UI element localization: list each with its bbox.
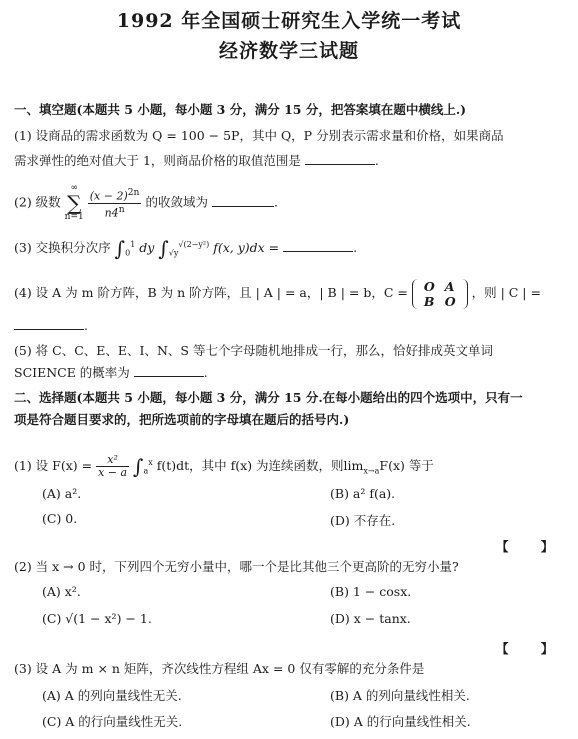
int1-lower: 0 (125, 248, 131, 258)
s2-q2-text: (2) 当 x → 0 时，下列四个无穷小量中，哪一个是比其他三个更高阶的无穷小量? (14, 559, 459, 574)
s1-q4-suffix: ，则 | C | = (471, 285, 541, 300)
integral-icon: ∫ (158, 236, 169, 261)
option-d[interactable]: (D) A 的行向量线性相关. (330, 714, 471, 729)
exam-subtitle: 经济数学三试题 (218, 40, 359, 62)
answer-blank[interactable] (134, 365, 204, 377)
s1-q5-line1: (5) 将 C、C、E、E、I、N、S 等七个字母随机地排成一行，那么，恰好排成英文单词 (14, 343, 493, 358)
sum-bottom: n=1 (64, 212, 84, 222)
matrix-cell: O (423, 278, 435, 294)
answer-blank[interactable] (283, 240, 353, 252)
section2-heading2: 项是符合题目要求的，把所选项前的字母填在题后的括号内.) (14, 412, 350, 427)
option-c[interactable]: (C) √(1 − x²) − 1. (42, 611, 152, 626)
integral-icon: ∫ (114, 236, 126, 261)
s1-q1-line1: (1) 设商品的需求函数为 Q = 100 − 5P，其中 Q，P 分别表示需求量和价格，如果商品 (14, 128, 504, 143)
option-d[interactable]: (D) x − tanx. (330, 611, 411, 626)
series-term (88, 187, 142, 219)
int-upper: x (148, 458, 153, 467)
option-a[interactable]: (A) x². (42, 584, 81, 599)
s2-q1 (14, 446, 566, 480)
exam-title: 1992 年全国硕士研究生入学统一考试 (116, 10, 462, 32)
option-b[interactable]: (B) 1 − cosx. (330, 584, 412, 599)
s1-q1-line2-text: 需求弹性的绝对值大于 1，则商品价格的取值范围是 (14, 153, 301, 168)
s1-q4 (14, 276, 566, 310)
num-exponent: 2n (127, 186, 140, 198)
den-exponent: n (118, 203, 125, 215)
matrix-cell: A (444, 278, 455, 294)
limit-label: lim (343, 458, 364, 474)
s1-q2: (2) 级数 ∞ ∑ n=1 $\frac{(x - 2)^{2n}}{n4^n}$ 的收敛域为 . (14, 183, 278, 222)
sum-symbol: ∞ ∑ n=1 (64, 183, 84, 222)
frac-numerator: x² (96, 454, 129, 467)
matrix-cell: B (423, 293, 435, 309)
s1-q4-blank-line: . (14, 318, 566, 334)
int2-upper: √(2−y²) (178, 240, 210, 249)
int-lower: a (143, 466, 149, 476)
s1-q5-line2: SCIENCE 的概率为 . (14, 365, 208, 380)
answer-bracket[interactable]: 【 】 (496, 641, 568, 656)
answer-blank[interactable] (14, 318, 84, 330)
answer-blank[interactable] (212, 195, 274, 207)
s2-q1-prefix: (1) 设 F(x) = (14, 458, 93, 474)
term-numerator: (x − 2) (89, 189, 128, 203)
section2-heading1: 二、选择题(本题共 5 小题，每小题 3 分，满分 15 分.在每小题给出的四个选项中，只有一 (14, 390, 523, 405)
s1-q4-text: (4) 设 A 为 m 阶方阵，B 为 n 阶方阵，且 | A | = a，| B | = b，C = (14, 285, 408, 300)
dy: dy (139, 240, 155, 256)
option-b[interactable]: (B) a² f(a). (330, 486, 396, 501)
integrand: f(x, y)dx = (213, 240, 280, 256)
s2-q1-fraction (96, 454, 129, 479)
answer-bracket[interactable]: 【 】 (496, 539, 568, 554)
option-b[interactable]: (B) A 的列向量线性相关. (330, 688, 470, 703)
s2-q1-body: f(t)dt，其中 f(x) 为连续函数，则 (156, 458, 344, 474)
option-a[interactable]: (A) A 的列向量线性无关. (42, 688, 182, 703)
s1-q3-prefix: (3) 交换积分次序 (14, 240, 111, 256)
option-c[interactable]: (C) 0. (42, 511, 78, 526)
frac-denominator: x − a (98, 466, 128, 480)
s2-q3-text: (3) 设 A 为 m × n 矩阵，齐次线性方程组 Ax = 0 仅有零解的充分条件是 (14, 661, 425, 676)
int2-lower: √y (168, 248, 179, 258)
integral-icon: ∫ (133, 454, 144, 479)
s1-q2-prefix: (2) 级数 (14, 194, 61, 210)
s1-q1-line2: 需求弹性的绝对值大于 1，则商品价格的取值范围是 . (14, 153, 379, 168)
block-matrix (412, 279, 468, 309)
option-a[interactable]: (A) a². (42, 486, 82, 501)
s1-q5-line2-text: SCIENCE 的概率为 (14, 365, 130, 380)
section1-heading: 一、填空题(本题共 5 小题，每小题 3 分，满分 15 分，把答案填在题中横线上.) (14, 102, 467, 117)
option-c[interactable]: (C) A 的行向量线性无关. (42, 714, 183, 729)
sum-top: ∞ (70, 183, 78, 193)
int1-upper: 1 (130, 240, 136, 249)
term-denominator: n4 (104, 206, 119, 220)
matrix-cell: O (444, 293, 456, 309)
option-d[interactable]: (D) 不存在. (330, 513, 396, 528)
s1-q3: (3) 交换积分次序 $\int_0^1$ dy $\int_{√y}^{√(2-y^2)}$ f(x, y)dx = . (14, 236, 358, 261)
s1-q2-suffix: 的收敛域为 (145, 194, 208, 210)
limit-sub: x→a (363, 466, 380, 476)
s2-q1-suffix: F(x) 等于 (379, 458, 434, 474)
answer-blank[interactable] (305, 153, 375, 165)
